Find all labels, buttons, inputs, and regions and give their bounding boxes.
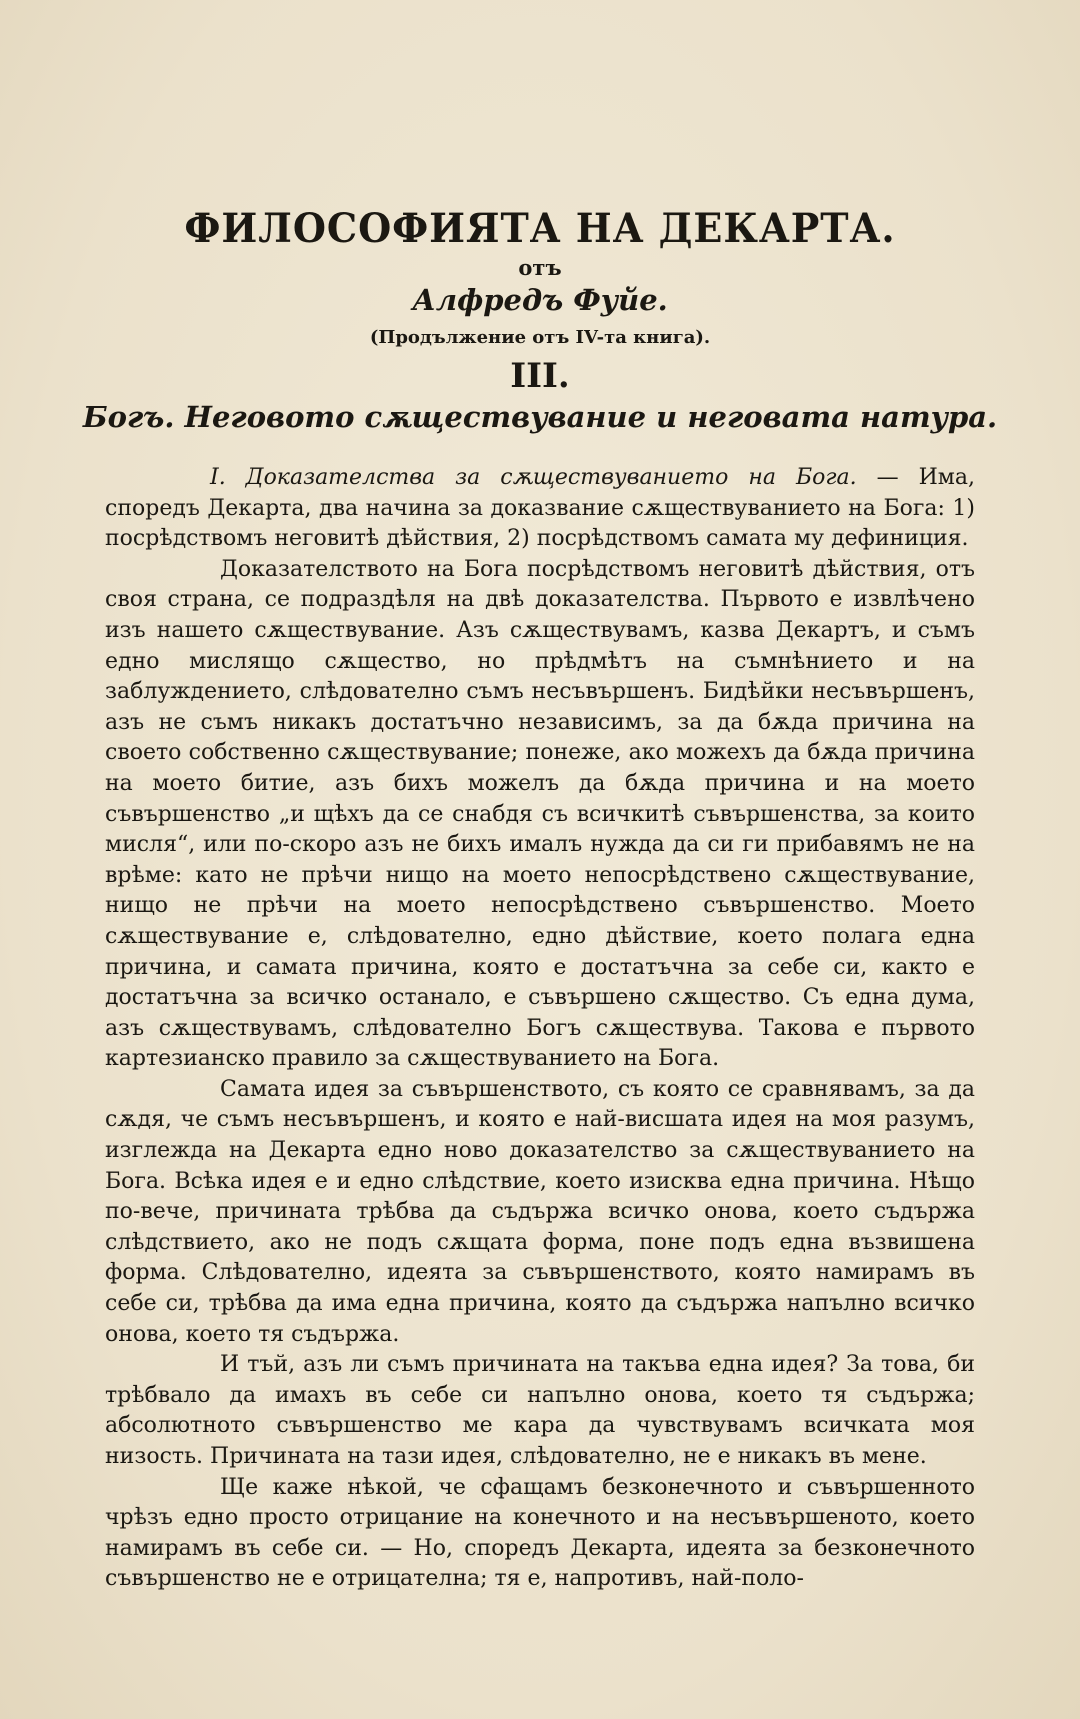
paragraph-4: И тъй, азъ ли съмъ причината на такъва една идея? За това, би трѣбвало да имахъ въ себе си напълно онова, което тя съдържа; абсолютното съвършенство ме кара да чувствувамъ всичката моя низость. Причината на тази идея, слѣдователно, не е никакъ въ мене. xyxy=(105,1352,975,1469)
section-title: Богъ. Неговото сѫществувание и неговата натура. xyxy=(82,400,998,434)
paragraph-3: Самата идея за съвършенството, съ която се сравнявамъ, за да сѫдя, че съмъ несъвършенъ, и която е най-висшата идея на моя разумъ, изглежда на Декарта едно ново доказателство за сѫществуванието на Бога. Всѣка идея е и едно слѣдствие, което изисква една причина. Нѣщо по-вече, причината трѣбва да съдържа всичко онова, което съдържа слѣдствието, ако не подъ сѫщата форма, поне подъ една възвишена форма. Слѣдователно, идеята за съвършенството, която намирамъ въ себе си, трѣбва да има една причина, която да съдържа напълно всичко онова, което тя съдържа. xyxy=(105,1076,975,1347)
author-name: Алфредъ Фуйе. xyxy=(412,283,668,317)
paragraph-1 xyxy=(105,463,975,555)
article-body xyxy=(105,463,975,1595)
article-title: ФИЛОСОФИЯТА НА ДЕКАРТА. xyxy=(184,205,896,252)
paragraph-1-text: — Има, споредъ Декарта, два начина за доказвание сѫществуванието на Бога: 1) посрѣдствомъ неговитѣ дѣйствия, 2) посрѣдствомъ самата му дефиниция. xyxy=(105,465,975,552)
paragraph-1-lead: I. Доказателства за сѫществуванието на Бога. xyxy=(210,465,857,490)
paragraph-5: Ще каже нѣкой, че сфащамъ безконечното и съвършенното чрѣзъ едно просто отрицание на конечното и на несъвършеното, което намирамъ въ себе си. — Но, споредъ Декарта, идеята за безконечното съвършенство не е отрицателна; тя е, напротивъ, най-поло- xyxy=(105,1474,975,1592)
paragraph-2: Доказателството на Бога посрѣдствомъ неговитѣ дѣйствия, отъ своя страна, се подраздѣля на двѣ доказателства. Първото е извлѣчено изъ нашето сѫществувание. Азъ сѫществувамъ, казва Декартъ, и съмъ едно мислящо сѫщество, но прѣдмѣтъ на съмнѣнието и на заблуждението, слѣдователно съмъ несъвършенъ. Бидѣйки несъвършенъ, азъ не съмъ никакъ достатъчно независимъ, за да бѫда причина на своето собственно сѫществувание; понеже, ако можехъ да бѫда причина на моето битие, азъ бихъ можелъ да бѫда причина и на моето съвършенство „и щѣхъ да се снабдя съ всичкитѣ съвършенства, за които мисля“, или по-скоро азъ не бихъ ималъ нужда да си ги прибавямъ не на врѣме: като не прѣчи нищо на моето непосрѣдствено сѫществувание, нищо не прѣчи на моето непосрѣдствено съвършенство. Моето сѫществувание е, слѣдователно, едно дѣйствие, което полага една причина, и самата причина, която е достатъчна за себе си, както е достатъчна за всичко останало, е съвършено сѫщество. Съ една дума, азъ сѫществувамъ, слѣдователно Богъ сѫществува. Такова е първото картезианско правило за сѫществуванието на Бога. xyxy=(105,556,975,1072)
byline-preposition: отъ xyxy=(518,255,562,280)
continuation-note: (Продължение отъ IV-та книга). xyxy=(369,327,711,348)
section-number: III. xyxy=(510,356,570,396)
